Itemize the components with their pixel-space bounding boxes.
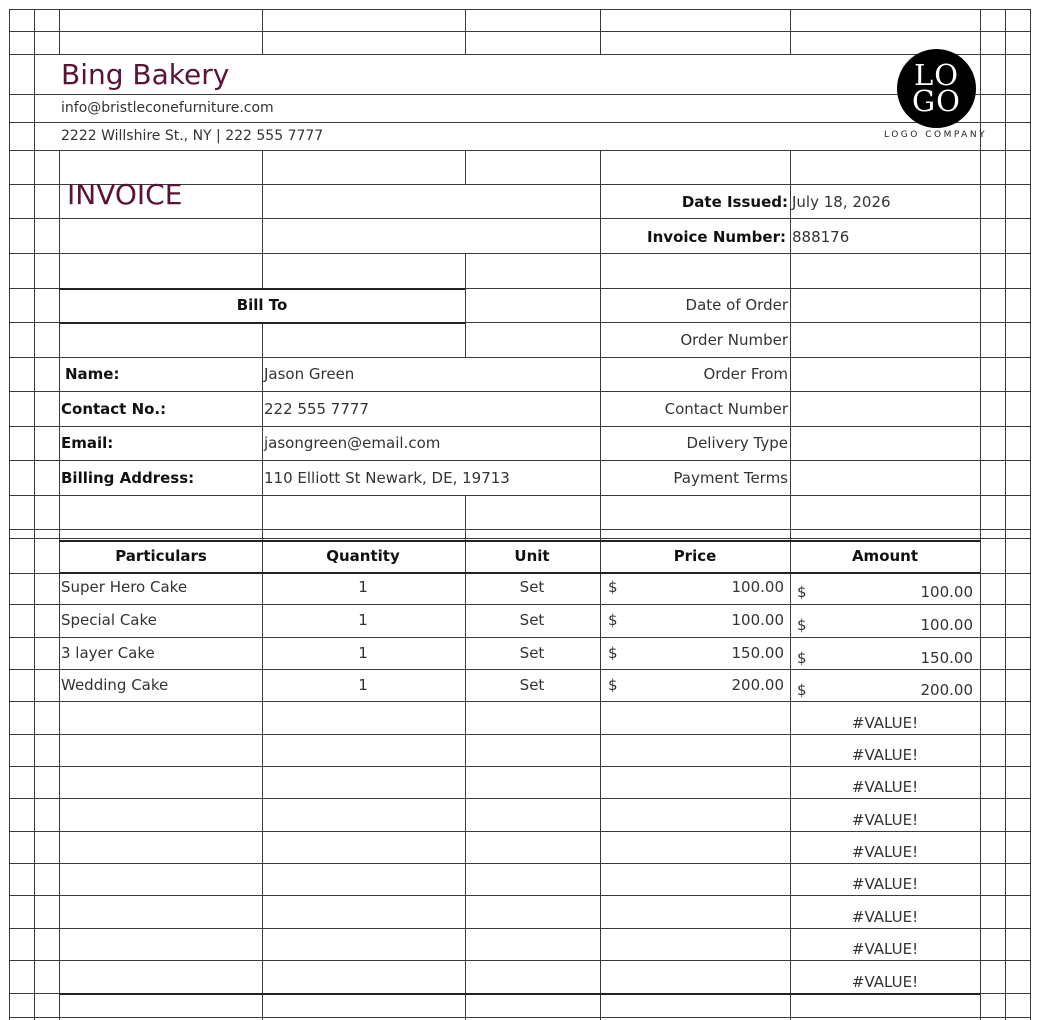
order-info-label: Contact Number xyxy=(664,400,788,418)
order-info-label: Delivery Type xyxy=(686,434,788,452)
gridline xyxy=(59,150,60,1020)
gridline xyxy=(9,928,1030,929)
item-amount-currency: $ xyxy=(797,681,807,699)
gridline xyxy=(9,538,1030,539)
amount-error-cell: #VALUE! xyxy=(851,778,919,796)
gridline xyxy=(9,9,1030,10)
table-header-cell: Particulars xyxy=(115,547,207,565)
gridline xyxy=(9,94,1030,95)
item-unit: Set xyxy=(519,676,545,694)
item-price-currency: $ xyxy=(608,676,618,694)
amount-error-cell: #VALUE! xyxy=(851,746,919,764)
amount-error-cell: #VALUE! xyxy=(851,973,919,991)
gridline xyxy=(9,529,1030,530)
table-header-cell: Unit xyxy=(514,547,550,565)
table-border xyxy=(59,540,980,542)
gridline xyxy=(9,54,1030,55)
gridline xyxy=(1030,9,1031,1020)
logo-text-line1: LO xyxy=(913,58,960,92)
table-border xyxy=(59,572,980,574)
item-price-currency: $ xyxy=(608,611,618,629)
item-amount-currency: $ xyxy=(797,649,807,667)
amount-error-cell: #VALUE! xyxy=(851,843,919,861)
amount-error-cell: #VALUE! xyxy=(851,811,919,829)
order-info-label: Payment Terms xyxy=(673,469,788,487)
gridline xyxy=(9,831,1030,832)
amount-error-cell: #VALUE! xyxy=(851,875,919,893)
item-particular: Wedding Cake xyxy=(61,676,169,694)
table-header-cell: Amount xyxy=(851,547,919,565)
gridline xyxy=(9,798,1030,799)
gridline xyxy=(9,863,1030,864)
amount-error-cell: #VALUE! xyxy=(851,714,919,732)
gridline xyxy=(980,9,981,1020)
item-amount: 200.00 xyxy=(920,681,973,699)
gridline xyxy=(9,669,1030,670)
item-quantity: 1 xyxy=(358,644,368,662)
order-info-label: Order Number xyxy=(680,331,788,349)
bill-to-value: 222 555 7777 xyxy=(264,400,369,418)
item-unit: Set xyxy=(519,644,545,662)
bill-to-header: Bill To xyxy=(236,296,288,314)
table-header-cell: Quantity xyxy=(326,547,400,565)
gridline xyxy=(600,150,601,1020)
table-border xyxy=(59,322,465,324)
logo-text-line2: GO xyxy=(912,84,961,118)
gridline xyxy=(9,218,1030,219)
item-amount-currency: $ xyxy=(797,583,807,601)
company-name: Bing Bakery xyxy=(61,58,230,91)
gridline xyxy=(9,460,1030,461)
item-price: 200.00 xyxy=(731,676,784,694)
gridline xyxy=(9,895,1030,896)
gridline xyxy=(790,150,791,1020)
company-email: info@bristleconefurniture.com xyxy=(61,100,274,116)
gridline xyxy=(9,122,1030,123)
item-particular: 3 layer Cake xyxy=(61,644,155,662)
gridline xyxy=(465,150,466,184)
item-price: 150.00 xyxy=(731,644,784,662)
date-issued-value: July 18, 2026 xyxy=(792,193,891,211)
item-amount-currency: $ xyxy=(797,616,807,634)
logo xyxy=(897,49,976,128)
gridline xyxy=(9,637,1030,638)
item-quantity: 1 xyxy=(358,611,368,629)
order-info-label: Order From xyxy=(703,365,788,383)
gridline xyxy=(465,253,466,288)
amount-error-cell: #VALUE! xyxy=(851,940,919,958)
gridline xyxy=(9,960,1030,961)
item-quantity: 1 xyxy=(358,578,368,596)
gridline xyxy=(9,495,1030,496)
item-price: 100.00 xyxy=(731,611,784,629)
table-header-cell: Price xyxy=(673,547,717,565)
gridline xyxy=(262,150,263,288)
order-info-label: Date of Order xyxy=(685,296,788,314)
invoice-number-value: 888176 xyxy=(792,228,850,246)
gridline xyxy=(9,9,10,1020)
item-price-currency: $ xyxy=(608,578,618,596)
gridline xyxy=(9,357,1030,358)
bill-to-label: Billing Address: xyxy=(61,469,195,487)
item-amount: 150.00 xyxy=(920,649,973,667)
item-price-currency: $ xyxy=(608,644,618,662)
table-border xyxy=(59,288,465,290)
gridline xyxy=(9,701,1030,702)
item-particular: Special Cake xyxy=(61,611,157,629)
gridline xyxy=(465,288,466,358)
gridline xyxy=(9,766,1030,767)
item-particular: Super Hero Cake xyxy=(61,578,188,596)
bill-to-value: 110 Elliott St Newark, DE, 19713 xyxy=(264,469,510,487)
invoice-number-label: Invoice Number: xyxy=(647,228,786,246)
gridline xyxy=(9,150,1030,151)
amount-error-cell: #VALUE! xyxy=(851,908,919,926)
logo-subtitle: LOGO COMPANY xyxy=(884,130,988,140)
gridline xyxy=(9,1017,1030,1018)
item-price: 100.00 xyxy=(731,578,784,596)
item-amount: 100.00 xyxy=(920,583,973,601)
gridline xyxy=(1005,9,1006,1020)
bill-to-value: jasongreen@email.com xyxy=(264,434,441,452)
gridline xyxy=(9,253,1030,254)
bill-to-label: Name: xyxy=(65,365,120,383)
item-unit: Set xyxy=(519,578,545,596)
bill-to-label: Contact No.: xyxy=(61,400,167,418)
company-address: 2222 Willshire St., NY | 222 555 7777 xyxy=(61,128,324,144)
gridline xyxy=(9,604,1030,605)
table-border xyxy=(59,993,980,995)
gridline xyxy=(9,31,1030,32)
date-issued-label: Date Issued: xyxy=(681,193,788,211)
gridline xyxy=(9,391,1030,392)
gridline xyxy=(9,426,1030,427)
item-quantity: 1 xyxy=(358,676,368,694)
item-amount: 100.00 xyxy=(920,616,973,634)
invoice-title: INVOICE xyxy=(67,178,183,211)
gridline xyxy=(9,734,1030,735)
gridline xyxy=(34,9,35,1020)
item-unit: Set xyxy=(519,611,545,629)
bill-to-value: Jason Green xyxy=(264,365,355,383)
bill-to-label: Email: xyxy=(61,434,114,452)
